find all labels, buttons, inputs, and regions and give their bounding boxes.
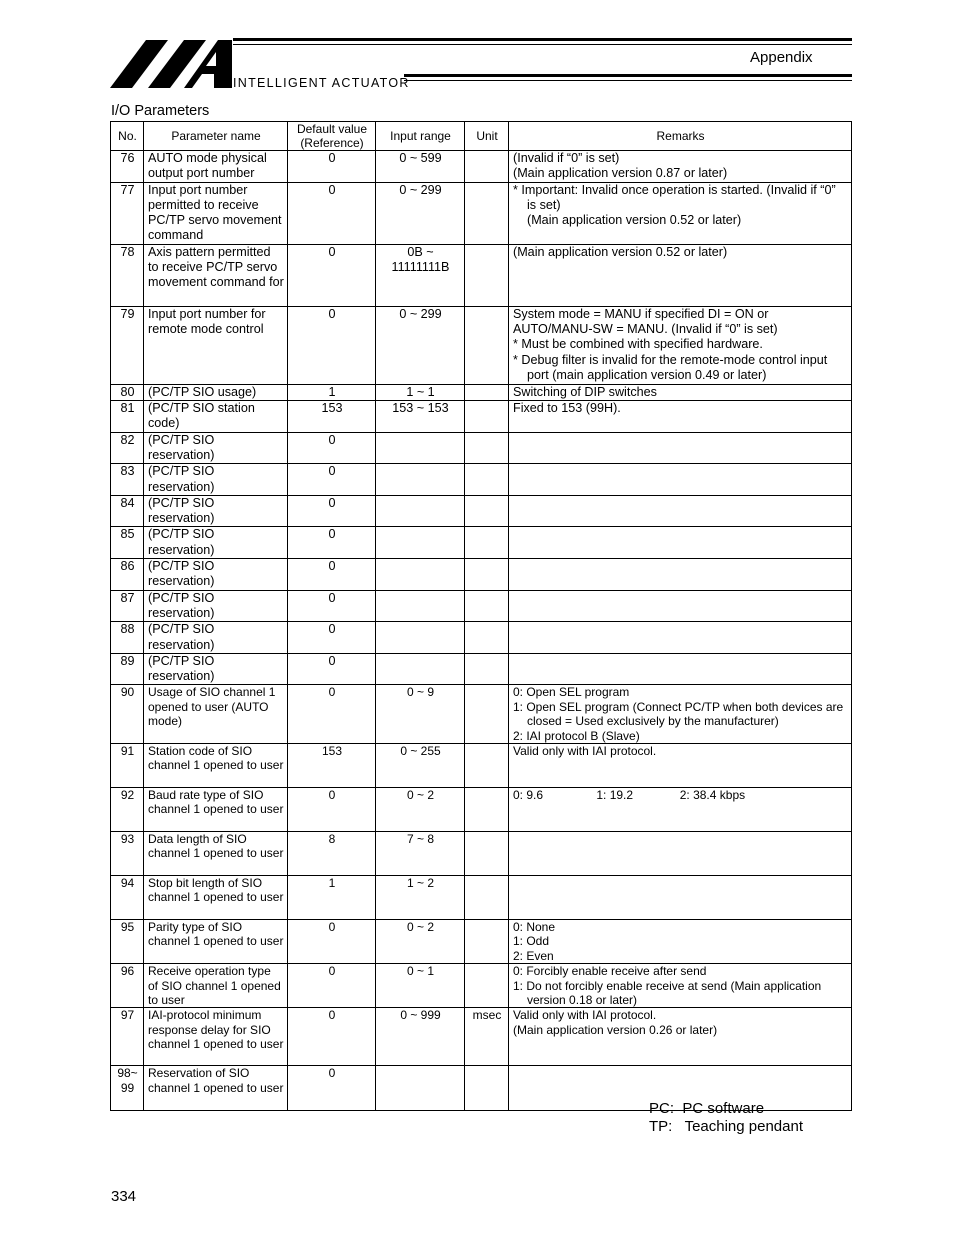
remark-line: * Important: Invalid once operation is started. (Invalid if “0” is set) bbox=[513, 182, 836, 212]
table-row bbox=[111, 432, 852, 464]
remark-line: * Debug filter is invalid for the remote-mode control input port (main application version 0.49 or later) bbox=[513, 352, 828, 382]
remark-line: 2: IAI protocol B (Slave) bbox=[513, 728, 640, 743]
cell-input-range: 0 ~ 2 bbox=[376, 920, 465, 964]
remark-line: Valid only with IAI protocol. bbox=[513, 744, 657, 759]
cell-no: 85 bbox=[111, 527, 144, 559]
cell-remarks bbox=[509, 744, 852, 788]
cell-no: 84 bbox=[111, 495, 144, 527]
remark-line: 0: None bbox=[513, 920, 556, 935]
cell-remarks bbox=[509, 464, 852, 496]
cell-default: 0 bbox=[288, 432, 376, 464]
remark-line: 0: Forcibly enable receive after send bbox=[513, 964, 707, 979]
cell-default: 0 bbox=[288, 1008, 376, 1066]
cell-unit: msec bbox=[465, 1008, 509, 1066]
cell-default: 8 bbox=[288, 832, 376, 876]
cell-parameter-name: Receive operation type of SIO channel 1 opened to user bbox=[144, 964, 288, 1008]
cell-input-range bbox=[376, 622, 465, 654]
cell-unit bbox=[465, 559, 509, 591]
cell-unit bbox=[465, 384, 509, 400]
cell-remarks bbox=[509, 384, 852, 400]
cell-default: 0 bbox=[288, 788, 376, 832]
header-rule-bottom-thin bbox=[404, 80, 852, 81]
cell-no: 96 bbox=[111, 964, 144, 1008]
cell-unit bbox=[465, 432, 509, 464]
cell-unit bbox=[465, 495, 509, 527]
cell-unit bbox=[465, 920, 509, 964]
cell-unit bbox=[465, 832, 509, 876]
cell-parameter-name: Station code of SIO channel 1 opened to user bbox=[144, 744, 288, 788]
cell-input-range: 153 ~ 153 bbox=[376, 401, 465, 433]
cell-no: 83 bbox=[111, 464, 144, 496]
cell-input-range bbox=[376, 590, 465, 622]
cell-remarks bbox=[509, 832, 852, 876]
cell-input-range bbox=[376, 495, 465, 527]
remark-line: Switching of DIP switches bbox=[513, 384, 657, 399]
cell-parameter-name: Usage of SIO channel 1 opened to user (AUTO mode) bbox=[144, 685, 288, 744]
cell-parameter-name: Baud rate type of SIO channel 1 opened to user bbox=[144, 788, 288, 832]
io-parameters-table bbox=[110, 121, 852, 1111]
cell-input-range: 0B ~ 11111111B bbox=[376, 244, 465, 306]
table-row bbox=[111, 559, 852, 591]
table-row bbox=[111, 527, 852, 559]
cell-input-range: 0 ~ 599 bbox=[376, 151, 465, 183]
cell-unit bbox=[465, 306, 509, 384]
cell-no: 94 bbox=[111, 876, 144, 920]
cell-unit bbox=[465, 244, 509, 306]
cell-unit bbox=[465, 653, 509, 685]
remark-line: Valid only with IAI protocol. bbox=[513, 1008, 657, 1023]
cell-default: 0 bbox=[288, 1066, 376, 1111]
cell-default: 0 bbox=[288, 590, 376, 622]
cell-input-range: 0 ~ 9 bbox=[376, 685, 465, 744]
header-input-range: Input range bbox=[376, 122, 465, 151]
cell-remarks bbox=[509, 685, 852, 744]
cell-remarks bbox=[509, 306, 852, 384]
cell-parameter-name: (PC/TP SIO reservation) bbox=[144, 590, 288, 622]
table-row bbox=[111, 464, 852, 496]
cell-parameter-name: (PC/TP SIO usage) bbox=[144, 384, 288, 400]
cell-default: 0 bbox=[288, 182, 376, 244]
cell-input-range bbox=[376, 1066, 465, 1111]
table-row bbox=[111, 151, 852, 183]
cell-no: 92 bbox=[111, 788, 144, 832]
cell-default: 0 bbox=[288, 527, 376, 559]
table-row bbox=[111, 964, 852, 1008]
remark-line: (Main application version 0.52 or later) bbox=[527, 213, 742, 228]
cell-remarks bbox=[509, 432, 852, 464]
table-row bbox=[111, 306, 852, 384]
legend bbox=[649, 1100, 803, 1135]
cell-no: 80 bbox=[111, 384, 144, 400]
cell-unit bbox=[465, 464, 509, 496]
header-rule-bottom bbox=[404, 74, 852, 77]
cell-default: 0 bbox=[288, 244, 376, 306]
header-remarks: Remarks bbox=[509, 122, 852, 151]
cell-remarks bbox=[509, 920, 852, 964]
cell-remarks bbox=[509, 622, 852, 654]
cell-default: 0 bbox=[288, 151, 376, 183]
cell-input-range bbox=[376, 653, 465, 685]
table-row bbox=[111, 622, 852, 654]
cell-no: 81 bbox=[111, 401, 144, 433]
cell-remarks bbox=[509, 527, 852, 559]
remark-line: 0: 9.6 1: 19.2 2: 38.4 kbps bbox=[513, 788, 746, 803]
remark-line: 1: Do not forcibly enable receive at send (Main application version 0.18 or later) bbox=[513, 978, 822, 1008]
cell-no: 78 bbox=[111, 244, 144, 306]
cell-default: 0 bbox=[288, 306, 376, 384]
cell-input-range: 0 ~ 2 bbox=[376, 788, 465, 832]
table-row bbox=[111, 495, 852, 527]
cell-default: 153 bbox=[288, 401, 376, 433]
cell-default: 0 bbox=[288, 685, 376, 744]
remark-line: 1: Odd bbox=[513, 934, 550, 949]
section-label: Appendix bbox=[750, 49, 813, 66]
cell-no: 82 bbox=[111, 432, 144, 464]
cell-default: 0 bbox=[288, 653, 376, 685]
cell-parameter-name: (PC/TP SIO station code) bbox=[144, 401, 288, 433]
remark-line: System mode = MANU if specified DI = ON or AUTO/MANU-SW = MANU. (Invalid if “0” is set) bbox=[513, 306, 778, 337]
cell-no: 76 bbox=[111, 151, 144, 183]
cell-no: 93 bbox=[111, 832, 144, 876]
page-number: 334 bbox=[111, 1188, 137, 1205]
header-unit: Unit bbox=[465, 122, 509, 151]
cell-remarks bbox=[509, 495, 852, 527]
cell-no: 88 bbox=[111, 622, 144, 654]
cell-default: 0 bbox=[288, 559, 376, 591]
cell-default: 1 bbox=[288, 876, 376, 920]
cell-default: 1 bbox=[288, 384, 376, 400]
cell-input-range: 1 ~ 2 bbox=[376, 876, 465, 920]
cell-unit bbox=[465, 744, 509, 788]
table-row bbox=[111, 653, 852, 685]
cell-unit bbox=[465, 876, 509, 920]
cell-parameter-name: Stop bit length of SIO channel 1 opened to user bbox=[144, 876, 288, 920]
cell-input-range: 0 ~ 999 bbox=[376, 1008, 465, 1066]
cell-parameter-name: (PC/TP SIO reservation) bbox=[144, 622, 288, 654]
cell-unit bbox=[465, 622, 509, 654]
cell-input-range: 1 ~ 1 bbox=[376, 384, 465, 400]
brand-text: INTELLIGENT ACTUATOR bbox=[233, 76, 410, 90]
cell-default: 0 bbox=[288, 495, 376, 527]
cell-remarks bbox=[509, 1008, 852, 1066]
cell-parameter-name: IAI-protocol minimum response delay for SIO channel 1 opened to user bbox=[144, 1008, 288, 1066]
cell-no: 91 bbox=[111, 744, 144, 788]
cell-input-range: 0 ~ 299 bbox=[376, 306, 465, 384]
cell-input-range: 0 ~ 255 bbox=[376, 744, 465, 788]
cell-unit bbox=[465, 685, 509, 744]
remark-line: (Main application version 0.52 or later) bbox=[513, 244, 728, 259]
cell-input-range bbox=[376, 527, 465, 559]
cell-default: 153 bbox=[288, 744, 376, 788]
cell-no: 79 bbox=[111, 306, 144, 384]
cell-remarks bbox=[509, 401, 852, 433]
cell-input-range bbox=[376, 432, 465, 464]
cell-unit bbox=[465, 151, 509, 183]
cell-no: 95 bbox=[111, 920, 144, 964]
cell-parameter-name: (PC/TP SIO reservation) bbox=[144, 559, 288, 591]
cell-parameter-name: (PC/TP SIO reservation) bbox=[144, 527, 288, 559]
remark-line: 0: Open SEL program bbox=[513, 685, 630, 700]
remark-line: (Main application version 0.26 or later) bbox=[513, 1022, 718, 1037]
header-rule-top bbox=[233, 38, 852, 41]
table-row bbox=[111, 244, 852, 306]
cell-default: 0 bbox=[288, 622, 376, 654]
table-row bbox=[111, 182, 852, 244]
cell-unit bbox=[465, 788, 509, 832]
cell-parameter-name: Data length of SIO channel 1 opened to user bbox=[144, 832, 288, 876]
cell-unit bbox=[465, 401, 509, 433]
cell-remarks bbox=[509, 964, 852, 1008]
cell-no: 97 bbox=[111, 1008, 144, 1066]
remark-line: (Invalid if “0” is set) bbox=[513, 151, 620, 165]
cell-remarks bbox=[509, 788, 852, 832]
cell-no: 89 bbox=[111, 653, 144, 685]
cell-no: 77 bbox=[111, 182, 144, 244]
remark-line: * Must be combined with specified hardware. bbox=[513, 337, 763, 352]
table-row bbox=[111, 920, 852, 964]
cell-default: 0 bbox=[288, 964, 376, 1008]
cell-unit bbox=[465, 1066, 509, 1111]
header-default-value: Default value (Reference) bbox=[288, 122, 376, 151]
cell-unit bbox=[465, 527, 509, 559]
remark-line: 1: Open SEL program (Connect PC/TP when both devices are closed = Used exclusively by the manufacturer) bbox=[513, 699, 844, 729]
cell-parameter-name: Reservation of SIO channel 1 opened to user bbox=[144, 1066, 288, 1111]
cell-remarks bbox=[509, 151, 852, 183]
cell-no: 98~ 99 bbox=[111, 1066, 144, 1111]
header-parameter-name: Parameter name bbox=[144, 122, 288, 151]
remark-line: (Main application version 0.87 or later) bbox=[513, 166, 728, 181]
cell-input-range bbox=[376, 464, 465, 496]
table-row bbox=[111, 744, 852, 788]
table-row bbox=[111, 685, 852, 744]
cell-remarks bbox=[509, 559, 852, 591]
cell-remarks bbox=[509, 590, 852, 622]
table-row bbox=[111, 590, 852, 622]
cell-remarks bbox=[509, 244, 852, 306]
cell-no: 90 bbox=[111, 685, 144, 744]
cell-parameter-name: Parity type of SIO channel 1 opened to user bbox=[144, 920, 288, 964]
cell-parameter-name: AUTO mode physical output port number bbox=[144, 151, 288, 183]
cell-unit bbox=[465, 964, 509, 1008]
cell-parameter-name: (PC/TP SIO reservation) bbox=[144, 464, 288, 496]
cell-remarks bbox=[509, 182, 852, 244]
cell-unit bbox=[465, 182, 509, 244]
cell-default: 0 bbox=[288, 920, 376, 964]
cell-parameter-name: (PC/TP SIO reservation) bbox=[144, 495, 288, 527]
cell-no: 87 bbox=[111, 590, 144, 622]
table-row bbox=[111, 788, 852, 832]
cell-unit bbox=[465, 590, 509, 622]
header-rule-top-thin bbox=[233, 44, 852, 45]
legend-tp: TP: Teaching pendant bbox=[649, 1117, 803, 1135]
table-row bbox=[111, 384, 852, 400]
cell-remarks bbox=[509, 876, 852, 920]
cell-parameter-name: Axis pattern permitted to receive PC/TP servo movement command for bbox=[144, 244, 288, 306]
cell-parameter-name: Input port number for remote mode control bbox=[144, 306, 288, 384]
table-row bbox=[111, 401, 852, 433]
remark-line: Fixed to 153 (99H). bbox=[513, 401, 621, 416]
cell-input-range: 7 ~ 8 bbox=[376, 832, 465, 876]
cell-input-range: 0 ~ 299 bbox=[376, 182, 465, 244]
cell-input-range: 0 ~ 1 bbox=[376, 964, 465, 1008]
cell-parameter-name: Input port number permitted to receive PC/TP servo movement command bbox=[144, 182, 288, 244]
cell-parameter-name: (PC/TP SIO reservation) bbox=[144, 653, 288, 685]
header-no: No. bbox=[111, 122, 144, 151]
legend-pc: PC: PC software bbox=[649, 1100, 765, 1117]
page-title: I/O Parameters bbox=[111, 103, 210, 119]
cell-no: 86 bbox=[111, 559, 144, 591]
cell-parameter-name: (PC/TP SIO reservation) bbox=[144, 432, 288, 464]
cell-default: 0 bbox=[288, 464, 376, 496]
table-row bbox=[111, 1008, 852, 1066]
table-row bbox=[111, 832, 852, 876]
cell-remarks bbox=[509, 653, 852, 685]
table-row bbox=[111, 876, 852, 920]
cell-input-range bbox=[376, 559, 465, 591]
remark-line: 2: Even bbox=[513, 948, 554, 963]
